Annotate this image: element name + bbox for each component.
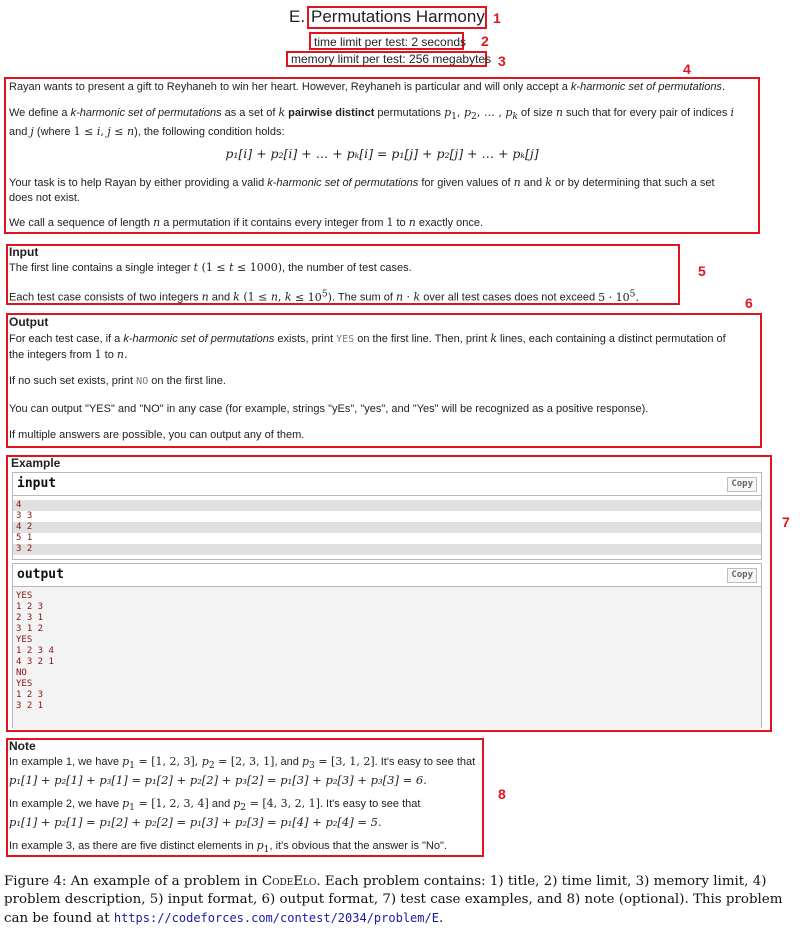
label-6: 6 [745, 295, 753, 311]
label-8: 8 [498, 786, 506, 802]
problem-url-link[interactable]: https://codeforces.com/contest/2034/problem/E [113, 911, 439, 925]
example-input-line: 4 2 [13, 522, 761, 533]
label-3: 3 [498, 53, 506, 69]
example-heading: Example [11, 456, 61, 470]
note-example-1: In example 1, we have $p_1 = [1$, 2, 3], $p_2 = [2$, 3, 1], and $p_3 = [3$, 1, 2]. It's easy to see that p₁[1] + p₂[1] + p₃[1] = p₁[2] + p₂[2] + p₃[2] = p₁[3] + p₂[3] + p₃[3] = 6. [9, 755, 476, 788]
label-4: 4 [683, 61, 691, 77]
example-output-line: 3 2 1 [16, 701, 44, 711]
figure-caption: Figure 4: An example of a problem in CodeElo. Each problem contains: 1) title, 2) time limit, 3) memory limit, 4) problem description, 5) input format, 6) output format, 7) test case examples, and 8) note (optional). This problem can be found at https://codeforces.com/contest/2034/problem/E. [4, 874, 783, 926]
example-output-label: output [17, 567, 64, 582]
problem-title-prefix: E. [289, 7, 306, 26]
example-output-line: 2 3 1 [16, 613, 44, 623]
example-output-line: 4 3 2 1 [16, 657, 54, 667]
copy-input-button[interactable]: Copy [727, 477, 757, 492]
example-output-line: 1 2 3 4 [16, 646, 54, 656]
example-output-lines [13, 587, 761, 729]
statement-p2: We define a k-harmonic set of permutations as a set of k pairwise distinct permutations $p_1$, $p_2$, … , $p_k$ of size n such that for every pair of indices i and j (where 1 ≤ i, j ≤ n), the following condition holds: [9, 106, 734, 139]
output-line-3: If no such set exists, print NO on the first line. [9, 375, 226, 387]
time-limit: time limit per test: 2 seconds [314, 35, 467, 49]
statement-p4: We call a sequence of length n a permutation if it contains every integer from 1 to n exactly once. [9, 216, 484, 229]
copy-output-button[interactable]: Copy [727, 568, 757, 583]
note-example-3: In example 3, as there are five distinct elements in $p_1$, it's obvious that the answer is "No". [9, 839, 447, 856]
output-heading: Output [9, 315, 49, 329]
example-input-line: 3 2 [13, 544, 761, 555]
label-1: 1 [493, 10, 501, 26]
example-input-label: input [17, 476, 57, 491]
output-line-1: For each test case, if a k-harmonic set of permutations exists, print YES on the first line. Then, print k lines, each containing a distinct permutation of the integers from 1 to n. [9, 332, 726, 361]
example-output-line: NO [16, 668, 27, 678]
label-2: 2 [481, 33, 489, 49]
input-heading: Input [9, 245, 39, 259]
example-input-line: 3 3 [16, 511, 33, 521]
statement-p1: Rayan wants to present a gift to Reyhaneh to win her heart. However, Reyhaneh is particular and will only accept a k-harmonic set of permutations. [9, 81, 725, 93]
example-input-line: 5 1 [16, 533, 33, 543]
example-output-header [13, 564, 761, 587]
example-input-header [13, 473, 761, 496]
input-line-2: Each test case consists of two integers n and k (1 ≤ n, $k \le 10^5$). The sum of n · k over all test cases does not exceed $5 \cdot 10^5$. [9, 288, 639, 304]
example-output-line: 1 2 3 [16, 690, 44, 700]
label-7: 7 [782, 514, 790, 530]
example-output-line: YES [16, 679, 33, 689]
input-line-1: The first line contains a single integer t (1 ≤ t ≤ 1000), the number of test cases. [9, 261, 412, 274]
example-output-line: YES [16, 591, 33, 601]
harmonic-formula: p₁[i] + p₂[i] + … + pₖ[i] = p₁[j] + p₂[j] + … + pₖ[j] [225, 146, 539, 161]
example-input-line: 4 [13, 500, 761, 511]
note-example-2: In example 2, we have $p_1 = [1$, 2, 3, 4] and $p_2 = [4$, 3, 2, 1]. It's easy to see that p₁[1] + p₂[1] = p₁[2] + p₂[2] = p₁[3] + p₂[3] = p₁[4] + p₂[4] = 5. [9, 797, 421, 830]
output-line-4: You can output "YES" and "NO" in any case (for example, strings "yEs", "yes", and "Yes" will be recognized as a positive response). [9, 403, 649, 415]
example-input-lines [13, 496, 761, 555]
label-5: 5 [698, 263, 706, 279]
example-output-line: YES [16, 635, 33, 645]
problem-title: Permutations Harmony [311, 7, 485, 26]
memory-limit: memory limit per test: 256 megabytes [291, 52, 492, 66]
output-line-5: If multiple answers are possible, you can output any of them. [9, 429, 305, 441]
example-output-line: 3 1 2 [16, 624, 44, 634]
statement-p3: Your task is to help Rayan by either providing a valid k-harmonic set of permutations for given values of n and k or by determining that such a set does not exist. [9, 176, 715, 204]
example-input-panel [12, 472, 762, 560]
note-heading: Note [9, 739, 36, 753]
example-output-line: 1 2 3 [16, 602, 44, 612]
example-output-panel [12, 563, 762, 728]
